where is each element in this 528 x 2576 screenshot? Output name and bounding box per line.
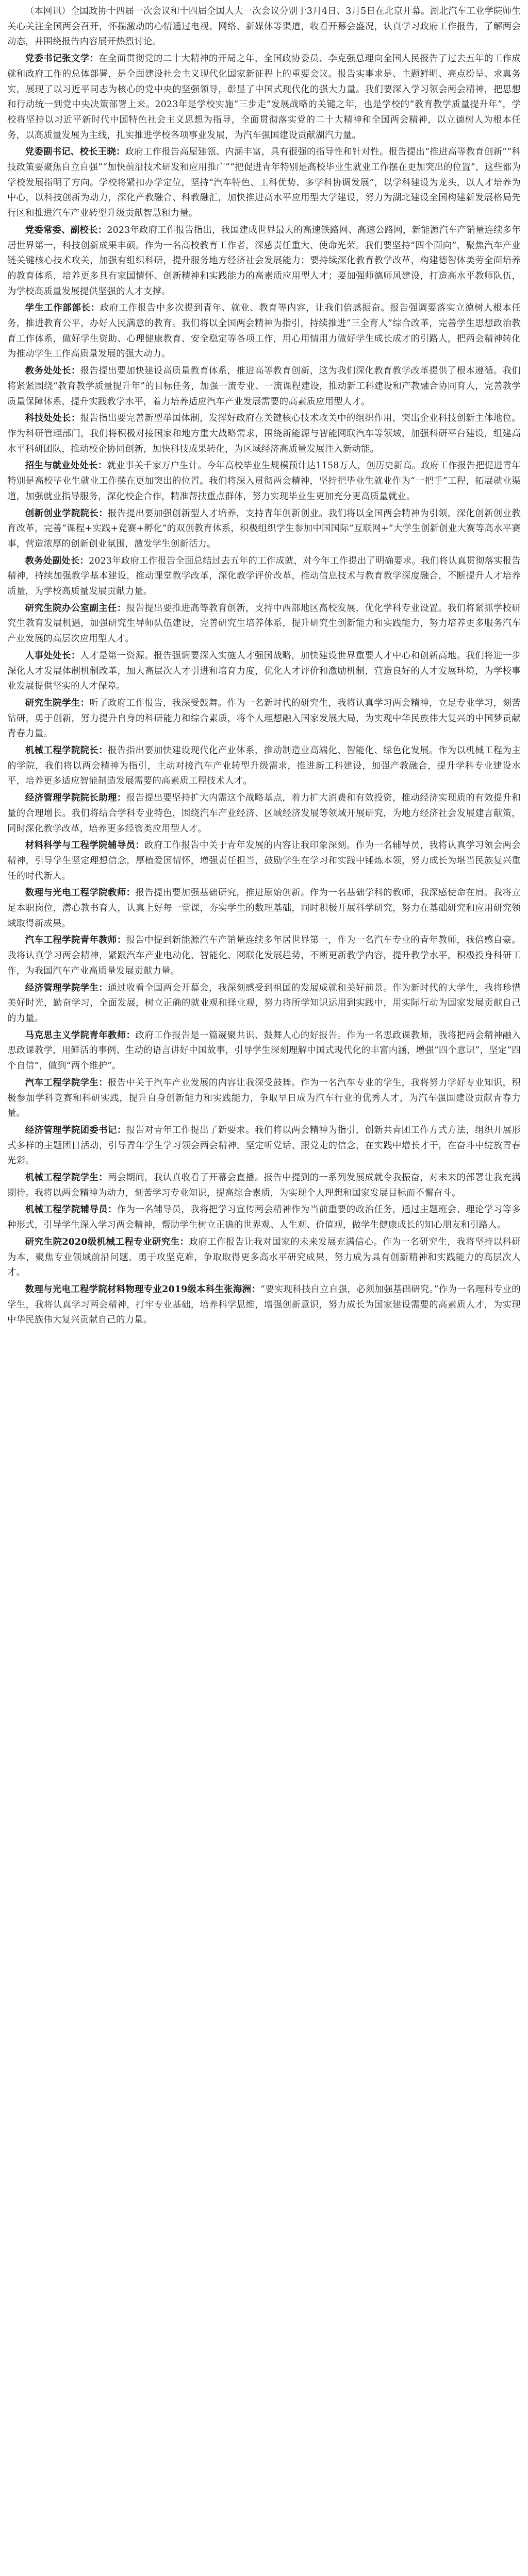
speaker-name: 人事处处长：: [25, 650, 80, 661]
statement-paragraph: [7, 696, 521, 742]
statement-text: 报告指出要加快建设现代化产业体系，推动制造业高端化、智能化、绿色化发展。作为以机械工程为主的学院，我们将以两会精神为指引，主动对接汽车产业转型升级需求，推进新工科建设，加强产教融合，提升学科专业建设水平，培养更多适应智能制造发展需要的高素质工程技术人才。: [7, 745, 521, 787]
speaker-name: 经济管理学院院长助理：: [25, 793, 126, 804]
speaker-name: 数理与光电工程学院教师：: [25, 888, 136, 899]
statement-paragraph: [7, 364, 521, 410]
speaker-name: 党委常委、副校长：: [25, 225, 107, 235]
statement-paragraph: [7, 981, 521, 1027]
statement-text: 政府工作报告中关于青年发展的内容让我印象深刻。作为一名辅导员，我将认真学习领会两会精神，引导学生坚定理想信念，厚植爱国情怀，增强责任担当，鼓励学生在学习和实践中锤炼本领，努力成长为堪当民族复兴重任的时代新人。: [7, 840, 521, 882]
speaker-name: 汽车工程学院学生：: [25, 1077, 108, 1088]
statement-text: 作为一名辅导员，我将把学习宣传两会精神作为当前重要的政治任务，通过主题班会、理论学习等多种形式，引导学生深入学习两会精神，帮助学生树立正确的世界观、人生观、价值观，做学生健康成长的知心朋友和引路人。: [7, 1205, 521, 1231]
speaker-name: 机械工程学院院长：: [25, 745, 108, 756]
speaker-name: 经济管理学院学生：: [25, 982, 108, 993]
statement-paragraph: [7, 601, 521, 647]
speaker-name: 创新创业学院院长：: [25, 508, 108, 519]
speaker-name: 数理与光电工程学院材料物理专业2019级本科生张海洲：: [25, 1284, 261, 1295]
statement-paragraph: [7, 459, 521, 504]
statement-paragraph: [7, 1028, 521, 1074]
statement-paragraph: [7, 145, 521, 222]
statement-paragraph: [7, 1235, 521, 1281]
speaker-name: 党委书记张文学：: [25, 54, 99, 64]
statement-paragraph: [7, 1123, 521, 1169]
speaker-name: 马克思主义学院青年教师：: [25, 1030, 136, 1041]
statement-text: 2023年政府工作报告全面总结过去五年的工作成就，对今年工作提出了明确要求。我们将认真贯彻落实报告精神，持续加强教学基本建设，推动课堂教学改革，深化教学评价改革，推动信息技术与教育教学深度融合，不断提升人才培养质量，为学校高质量发展贡献力量。: [7, 555, 521, 597]
speaker-name: 机械工程学院辅导员：: [25, 1205, 117, 1215]
speaker-name: 经济管理学院团委书记：: [25, 1125, 126, 1136]
news-tag: （本网讯）: [25, 6, 71, 16]
lead-paragraph: [7, 4, 521, 50]
statement-paragraph: [7, 411, 521, 457]
statement-text: 在全面贯彻党的二十大精神的开局之年，全国政协委员、李克强总理向全国人民报告了过去五年的工作成就和政府工作的总体部署，是全面建设社会主义现代化国家新征程上的重要会议。报告实事求是、主题鲜明、亮点纷呈、求真务实，展现了以习近平同志为核心的党中央的坚强领导，彰显了中国式现代化的强大力量。我们要深入学习领会两会精神，把思想和行动统一到党中央决策部署上来。2023年是学校实施“三步走”发展战略的关键之年，也是学校的“教育教学质量提升年”，学校将坚持以习近平新时代中国特色社会主义思想为指导，全面贯彻落实党的二十大精神和全国两会精神，以立德树人为根本任务，以高质量发展为主线，扎实推进学校各项事业发展，为汽车强国建设贡献湖汽力量。: [7, 54, 521, 141]
speaker-name: 教务处处长：: [25, 366, 80, 377]
statement-text: 听了政府工作报告，我深受鼓舞。作为一名新时代的研究生，我将认真学习两会精神，立足专业学习，刻苦钻研，勇于创新，努力提升自身的科研能力和综合素质，将个人理想融入国家发展大局，为实现中华民族伟大复兴的中国梦贡献青春力量。: [7, 698, 521, 739]
statement-paragraph: [7, 506, 521, 552]
statement-paragraph: [7, 1282, 521, 1328]
lead-text: 全国政协十四届一次会议和十四届全国人大一次会议分别于3月4日、3月5日在北京开幕。湖北汽车工业学院师生关心关注全国两会召开，怀揣激动的心情通过电视、网络、新媒体等渠道，收看开幕会盛况，认真学习政府工作报告，了解两会动态，并围绕报告内容展开热烈讨论。: [7, 6, 521, 47]
statement-text: 就业事关千家万户生计。今年高校毕业生规模预计达1158万人，创历史新高。政府工作报告把促进青年特别是高校毕业生就业工作摆在更加突出的位置。我们将深入贯彻两会精神，坚持把毕业生就业作为“一把手”工程，拓展就业渠道，加强就业指导服务，深化校企合作，精准帮扶重点群体，努力实现毕业生更加充分更高质量就业。: [7, 461, 521, 502]
statement-text: 政府工作报告中多次提到青年、就业、教育等内容，让我们倍感振奋。报告强调要落实立德树人根本任务，推进教育公平，办好人民满意的教育。我们将以全国两会精神为指引，持续推进“三全育人”综合改革，完善学生思想政治教育工作体系，做好学生资助、心理健康教育、安全稳定等各项工作，用心用情用力做好学生成长成才的引路人，把两会精神转化为推动学生工作高质量发展的强大动力。: [7, 303, 521, 360]
statement-paragraph: [7, 649, 521, 694]
statement-text: 报告提出要加强创新型人才培养，支持青年创新创业。我们将以全国两会精神为引领，深化创新创业教育改革，完善“课程+实践+竞赛+孵化”的双创教育体系，积极组织学生参加中国国际“互联网+”大学生创新创业大赛等高水平赛事，营造浓厚的创新创业氛围，激发学生创新活力。: [7, 508, 521, 549]
statement-text: 报告指出要完善新型举国体制，发挥好政府在关键核心技术攻关中的组织作用，突出企业科技创新主体地位。作为科研管理部门，我们将积极对接国家和地方重大战略需求，围绕新能源与智能网联汽车等领域，加强科研平台建设，组建高水平科研团队，推动校企协同创新，加快科技成果转化，为区域经济高质量发展注入新动能。: [7, 413, 521, 454]
statement-text: “要实现科技自立自强，必须加强基础研究。”作为一名理科专业的学生，我将认真学习两会精神，打牢专业基础，培养科学思维，增强创新意识，努力成长为国家建设需要的高素质人才，为实现中华民族伟大复兴贡献自己的力量。: [7, 1284, 521, 1326]
statement-paragraph: [7, 1202, 521, 1233]
statement-text: 报告中提到新能源汽车产销量连续多年居世界第一，作为一名汽车专业的青年教师，我倍感自豪。我将认真学习两会精神，紧跟汽车产业电动化、智能化、网联化发展趋势，不断更新教学内容，提升教学水平，积极投身科研工作，为我国汽车产业高质量发展贡献力量。: [7, 935, 521, 976]
statement-text: 报告提出要推进高等教育创新，支持中西部地区高校发展，优化学科专业设置。我们将紧抓学校研究生教育发展机遇，加强研究生导师队伍建设，完善研究生培养体系，提升研究生创新能力和实践能力，努力培养更多服务汽车产业发展的高层次应用型人才。: [7, 603, 521, 645]
statement-paragraph: [7, 838, 521, 884]
statement-paragraph: [7, 791, 521, 837]
statement-paragraph: [7, 743, 521, 789]
statement-paragraph: [7, 301, 521, 362]
statement-paragraph: [7, 1171, 521, 1201]
speaker-name: 招生与就业处处长：: [25, 461, 107, 471]
statement-paragraph: [7, 554, 521, 600]
statement-text: 两会期间，我认真收看了开幕会直播。报告中提到的一系列发展成就令我振奋，对未来的部署让我充满期待。我将以两会精神为动力，刻苦学习专业知识，提高综合素质，为实现个人理想和国家发展目标而不懈奋斗。: [7, 1173, 521, 1198]
statement-paragraph: [7, 223, 521, 300]
statement-text: 人才是第一资源。报告强调要深入实施人才强国战略，加快建设世界重要人才中心和创新高地。我们将进一步深化人才发展体制机制改革，加大高层次人才引进和培育力度，优化人才评价和激励机制，营造良好的人才发展环境，为学校事业发展提供坚实的人才保障。: [7, 650, 521, 692]
speaker-name: 机械工程学院学生：: [25, 1173, 108, 1183]
statement-text: 通过收看全国两会开幕会，我深刻感受到祖国的发展成就和美好前景。作为新时代的大学生，我将珍惜美好时光，勤奋学习，全面发展，树立正确的就业观和择业观，努力将所学知识运用到实践中，用实际行动为国家发展贡献自己的力量。: [7, 982, 521, 1024]
speaker-name: 教务处副处长：: [25, 555, 89, 566]
speaker-name: 研究生院办公室副主任：: [25, 603, 126, 614]
statement-text: 报告中关于汽车产业发展的内容让我深受鼓舞。作为一名汽车专业的学生，我将努力学好专业知识，积极参加学科竞赛和科研实践，提升自身创新能力和实践能力，争取早日成为汽车行业的优秀人才，为汽车强国建设贡献青春力量。: [7, 1077, 521, 1119]
speaker-name: 研究生院2020级机械工程专业研究生：: [25, 1236, 189, 1247]
statement-paragraph: [7, 886, 521, 931]
statement-paragraph: [7, 933, 521, 979]
statement-text: 报告对青年工作提出了新要求。我们将以两会精神为指引，创新共青团工作方式方法，组织开展形式多样的主题团日活动，引导青年学生学习领会两会精神，坚定听党话、跟党走的信念，在实践中增长才干，在奋斗中绽放青春光彩。: [7, 1125, 521, 1166]
statement-text: 报告提出要加快建设高质量教育体系，推进高等教育创新，这为我们深化教育教学改革提供了根本遵循。我们将紧紧围绕“教育教学质量提升年”的目标任务，加强一流专业、一流课程建设，推动新工科建设和产教融合协同育人，完善教学质量保障体系，提升实践教学水平，着力培养适应汽车产业发展需要的高素质应用型人才。: [7, 366, 521, 407]
speaker-name: 科技处处长：: [25, 413, 80, 424]
speaker-name: 研究生院学生：: [25, 698, 90, 708]
statement-paragraph: [7, 1076, 521, 1122]
speaker-name: 学生工作部部长：: [25, 303, 100, 314]
statement-text: 2023年政府工作报告指出，我国建成世界最大的高速铁路网、高速公路网，新能源汽车产销量连续多年居世界第一，科技创新成果丰硕。作为一名高校教育工作者，深感责任重大、使命光荣。我们要坚持“四个面向”，聚焦汽车产业链关键核心技术攻关，加强有组织科研，提升服务地方经济社会发展能力；要持续深化教育教学改革，构建德智体美劳全面培养的教育体系，培养更多具有家国情怀、创新精神和实践能力的高素质应用型人才；要加强师德师风建设，打造高水平教师队伍，为学校高质量发展提供坚强的人才支撑。: [7, 225, 521, 297]
speaker-name: 汽车工程学院青年教师：: [25, 935, 126, 946]
statement-text: 报告提出要加强基础研究，推进原始创新。作为一名基础学科的教师，我深感使命在肩。我将立足本职岗位，潜心教书育人，认真上好每一堂课，夯实学生的数理基础，同时积极开展科学研究，努力在基础研究和应用研究领域取得新成果。: [7, 888, 521, 929]
statement-text: 政府工作报告让我对国家的未来发展充满信心。作为一名研究生，我将坚持以科研为本，聚焦专业领域前沿问题，勇于攻坚克难，争取取得更多高水平研究成果，努力成为具有创新精神和实践能力的高层次人才。: [7, 1236, 521, 1278]
statement-text: 报告提出要坚持扩大内需这个战略基点，着力扩大消费和有效投资，推动经济实现质的有效提升和量的合理增长。我们将结合学科专业特色，围绕汽车产业经济、区域经济发展等领域开展研究，为地方经济社会发展建言献策，同时深化教学改革，培养更多经管类应用型人才。: [7, 793, 521, 834]
speaker-name: 材料科学与工程学院辅导员：: [25, 840, 145, 851]
speaker-name: 党委副书记、校长王晓：: [25, 147, 125, 158]
statement-text: 政府工作报告是一篇凝聚共识、鼓舞人心的好报告。作为一名思政课教师，我将把两会精神融入思政课教学，用鲜活的事例、生动的语言讲好中国故事，引导学生深刻理解中国式现代化的丰富内涵，增强“四个意识”，坚定“四个自信”，做到“两个维护”。: [7, 1030, 521, 1072]
statement-paragraph: [7, 52, 521, 143]
statement-text: 政府工作报告高屋建瓴、内涵丰富，具有很强的指导性和针对性。报告提出“推进高等教育创新”“科技政策要聚焦自立自强”“加快前沿技术研发和应用推广”“把促进青年特别是高校毕业生就业工作摆在更加突出的位置”，这些都为学校发展指明了方向。学校将紧扣办学定位，坚持“汽车特色、工科优势、多学科协调发展”，以学科建设为龙头，以人才培养为中心，以科技创新为动力，深化产教融合、科教融汇，加快推进高水平应用型大学建设，努力为湖北建设全国构建新发展格局先行区和推进汽车产业转型升级贡献智慧和力量。: [7, 147, 521, 219]
